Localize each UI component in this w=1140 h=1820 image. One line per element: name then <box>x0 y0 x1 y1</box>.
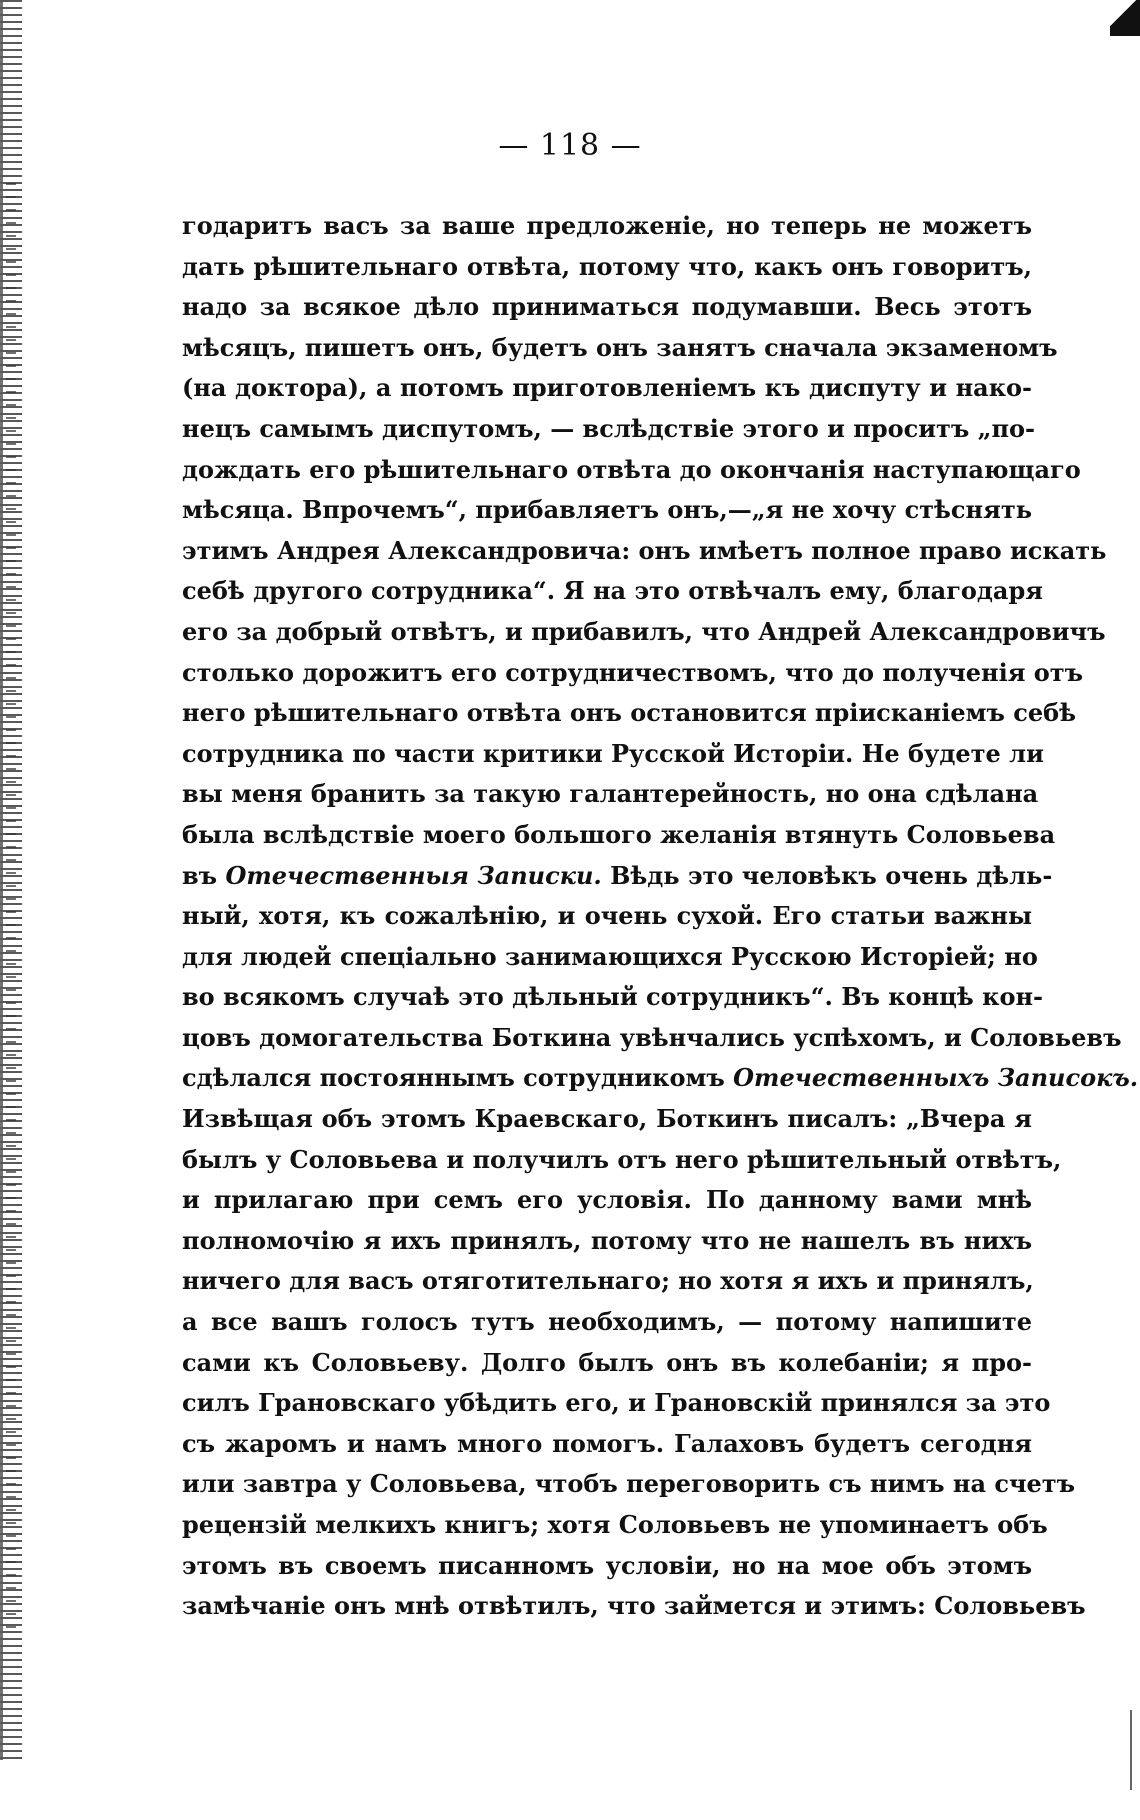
text-line: его за добрый отвѣтъ, и прибавилъ, что Андрей Александровичъ <box>182 616 1106 646</box>
text-line: съ жаромъ и намъ много помогъ. Галаховъ будетъ сегодня <box>182 1428 1032 1458</box>
text-line: ничего для васъ отяготительнаго; но хотя я ихъ и принялъ, <box>182 1266 1034 1296</box>
text-line: мѣсяца. Впрочемъ“, прибавляетъ онъ,—„я не хочу стѣснять <box>182 495 1032 525</box>
page-number: — 118 — <box>498 128 642 163</box>
text-line: сами къ Соловьеву. Долго былъ онъ въ колебаніи; я про- <box>182 1347 1032 1377</box>
text-line: силъ Грановскаго убѣдить его, и Грановскій принялся за это <box>182 1388 1051 1418</box>
text-line: или завтра у Соловьева, чтобъ переговорить съ нимъ на счетъ <box>182 1469 1076 1499</box>
text-line: и прилагаю при семъ его условія. По данному вами мнѣ <box>182 1185 1032 1215</box>
text-line: для людей спеціально занимающихся Русскою Исторіей; но <box>182 941 1038 971</box>
text-line: полномочію я ихъ принялъ, потому что не нашелъ въ нихъ <box>182 1225 1032 1255</box>
text-line: цовъ домогательства Боткина увѣнчались успѣхомъ, и Соловьевъ <box>182 1022 1122 1052</box>
text-line: была вслѣдствіе моего большого желанія втянуть Соловьева <box>182 819 1056 849</box>
text-run: сдѣлался постояннымъ сотрудникомъ <box>182 1063 734 1093</box>
scan-corner-artifact <box>1110 0 1140 36</box>
text-line: этимъ Андрея Александровича: онъ имѣетъ полное право искать <box>182 535 1107 565</box>
text-run: въ <box>182 860 226 890</box>
text-line-with-italic <box>182 1058 1139 1099</box>
italic-title: Отечественныхъ Записокъ. <box>733 1063 1139 1093</box>
text-line: замѣчаніе онъ мнѣ отвѣтилъ, что займется и этимъ: Соловьевъ <box>182 1591 1086 1621</box>
scan-binding-noise <box>6 180 16 1630</box>
text-line: себѣ другого сотрудника“. Я на это отвѣчалъ ему, благодаря <box>182 576 1043 606</box>
text-line: во всякомъ случаѣ это дѣльный сотрудникъ“. Въ концѣ кон- <box>182 982 1044 1012</box>
text-line: столько дорожитъ его сотрудничествомъ, что до полученія отъ <box>182 657 1084 687</box>
text-run: Вѣдь это человѣкъ очень дѣль- <box>601 860 1053 890</box>
italic-title: Отечественныя Записки. <box>225 860 602 890</box>
scan-edge-mark <box>1130 1710 1132 1790</box>
text-line: (на доктора), а потомъ приготовленіемъ къ диспуту и нако- <box>182 373 1032 403</box>
text-line: мѣсяцъ, пишетъ онъ, будетъ онъ занятъ сначала экзаменомъ <box>182 332 1058 362</box>
text-line: ный, хотя, къ сожалѣнію, и очень сухой. Его статьи важны <box>182 901 1032 931</box>
text-line: него рѣшительнаго отвѣта онъ остановится пріисканіемъ себѣ <box>182 698 1076 728</box>
text-line: дождать его рѣшительнаго отвѣта до окончанія наступающаго <box>182 454 1081 484</box>
text-line: Извѣщая объ этомъ Краевскаго, Боткинъ писалъ: „Вчера я <box>182 1104 1032 1134</box>
text-line: вы меня бранить за такую галантерейность, но она сдѣлана <box>182 779 1039 809</box>
text-line: а все вашъ голосъ тутъ необходимъ, — потому напишите <box>182 1307 1032 1337</box>
text-line: этомъ въ своемъ писанномъ условіи, но на мое объ этомъ <box>182 1550 1032 1580</box>
text-line: рецензій мелкихъ книгъ; хотя Соловьевъ не упоминаетъ объ <box>182 1510 1048 1539</box>
text-line: былъ у Соловьева и получилъ отъ него рѣшительный отвѣтъ, <box>182 1144 1062 1174</box>
text-line: нецъ самымъ диспутомъ, — вслѣдствіе этого и проситъ „по- <box>182 413 1036 443</box>
text-line: дать рѣшительнаго отвѣта, потому что, какъ онъ говоритъ, <box>182 251 1032 281</box>
text-line: годаритъ васъ за ваше предложеніе, но теперь не можетъ <box>182 211 1032 240</box>
text-line-with-italic <box>182 856 1053 897</box>
text-line: надо за всякое дѣло приниматься подумавши. Весь этотъ <box>182 292 1032 322</box>
text-line: сотрудника по части критики Русской Исторіи. Не будете ли <box>182 738 1044 768</box>
body-text <box>182 206 1139 1627</box>
